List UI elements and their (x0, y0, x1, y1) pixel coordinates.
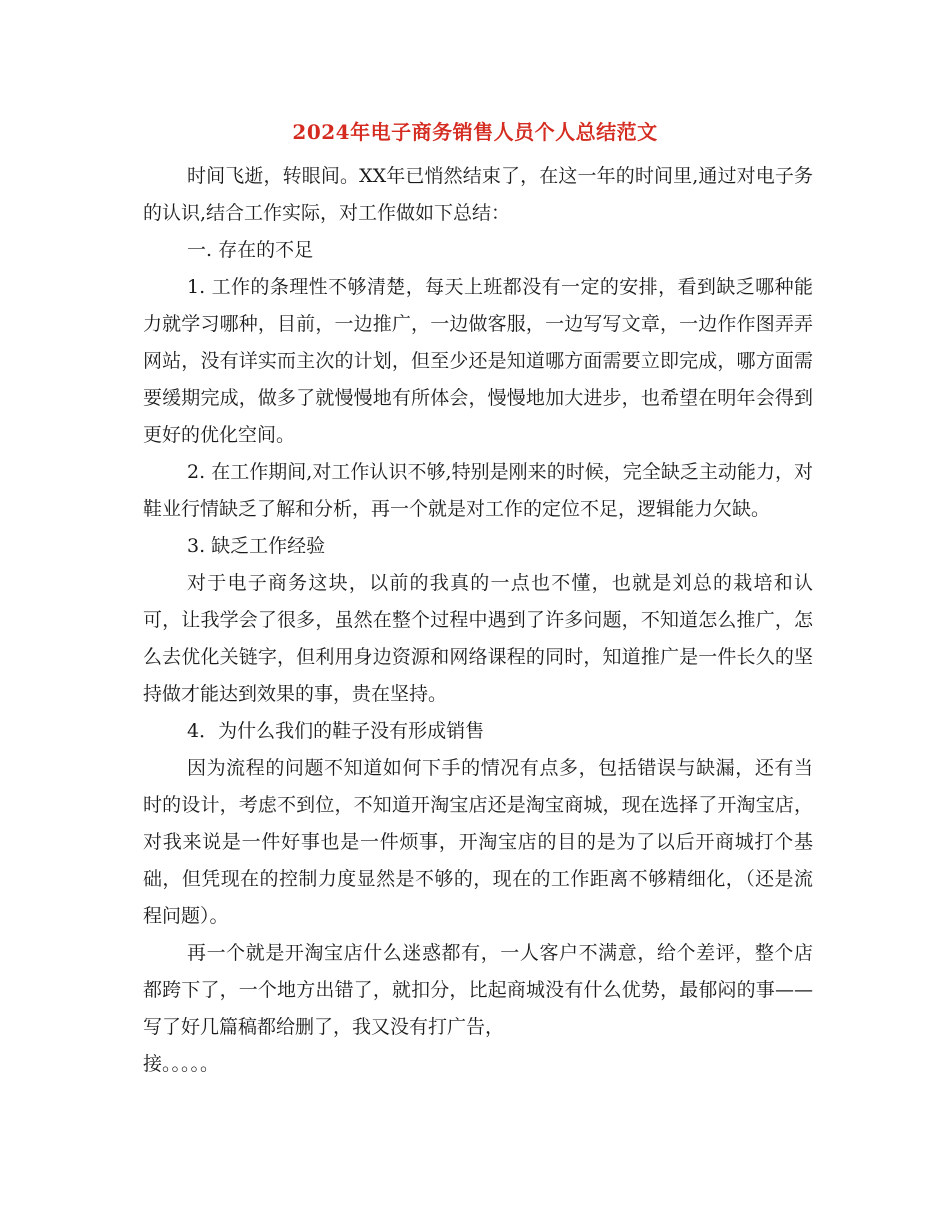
document-title: 2024年电子商务销售人员个人总结范文 (292, 120, 658, 144)
point-1-paragraph: 1. 工作的条理性不够清楚，每天上班都没有一定的安排，看到缺乏哪种能力就学习哪种，目前，一边推广，一边做客服，一边写写文章，一边作作图弄弄网站，没有详实而主次的计划，但至少还是知道哪方面需要立即完成，哪方面需要缓期完成，做多了就慢慢地有所体会，慢慢地加大进步，也希望在明年会得到更好的优化空间。 (143, 276, 813, 446)
taobao-paragraph: 再一个就是开淘宝店什么迷惑都有，一人客户不满意，给个差评，整个店都跨下了，一个地方出错了，就扣分，比起商城没有什么优势，最郁闷的事——写了好几篇稿都给删了，我又没有打广告， (143, 942, 813, 1038)
point-3-paragraph: 对于电子商务这块，以前的我真的一点也不懂，也就是刘总的栽培和认可，让我学会了很多，虽然在整个过程中遇到了许多问题，不知道怎么推广，怎么去优化关链字，但利用身边资源和网络课程的同时，知道推广是一件长久的坚持做才能达到效果的事，贵在坚持。 (143, 572, 813, 705)
intro-paragraph: 时间飞逝，转眼间。XX年已悄然结束了，在这一年的时间里,通过对电子务的认识,结合工作实际，对工作做如下总结： (143, 165, 813, 224)
point-4-heading: 4．为什么我们的鞋子没有形成销售 (187, 720, 485, 742)
point-4-paragraph: 因为流程的问题不知道如何下手的情况有点多，包括错误与缺漏，还有当时的设计，考虑不到位，不知道开淘宝店还是淘宝商城，现在选择了开淘宝店，对我来说是一件好事也是一件烦事，开淘宝店的目的是为了以后开商城打个基础，但凭现在的控制力度显然是不够的，现在的工作距离不够精细化，（还是流程问题）。 (143, 757, 813, 927)
document-body (143, 158, 813, 1083)
section-heading-shortcomings: 一. 存在的不足 (187, 239, 314, 261)
point-3-heading: 3. 缺乏工作经验 (187, 535, 326, 557)
continuation-line: 接。。。。。 (143, 1053, 220, 1075)
point-2-paragraph: 2. 在工作期间,对工作认识不够,特别是刚来的时候，完全缺乏主动能力，对鞋业行情缺乏了解和分析，再一个就是对工作的定位不足，逻辑能力欠缺。 (143, 461, 813, 520)
